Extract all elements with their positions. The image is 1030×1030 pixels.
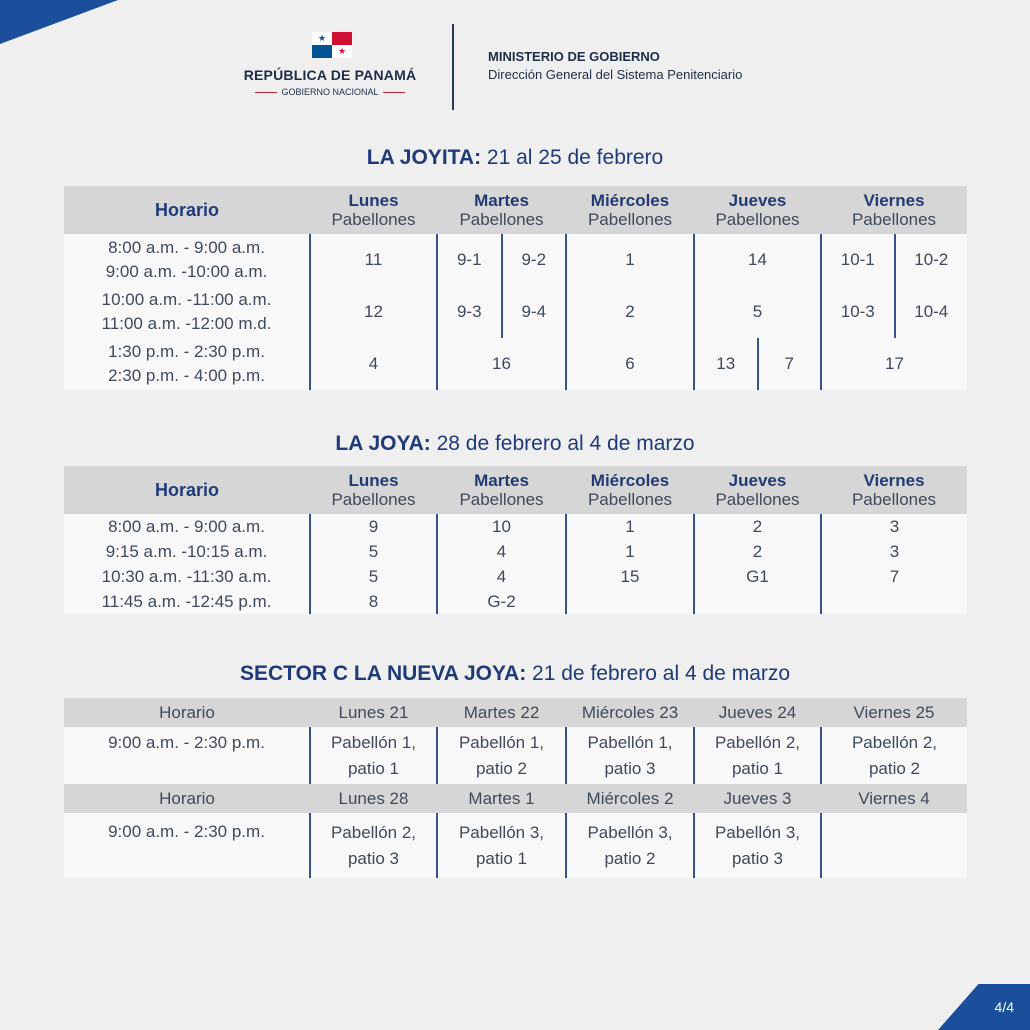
- cell-jueves: G1: [694, 564, 821, 589]
- cell-viernes: 3: [821, 514, 967, 539]
- header-lunes: Lunes Pabellones: [310, 186, 437, 234]
- table-row: [64, 338, 967, 390]
- corner-decoration-bottom: [938, 984, 1030, 1030]
- header-miercoles: Miércoles Pabellones: [566, 466, 694, 514]
- direction-name: Dirección General del Sistema Penitenciario: [488, 67, 743, 82]
- ministry-name: MINISTERIO DE GOBIERNO: [488, 49, 660, 64]
- header-lunes: Lunes Pabellones: [310, 466, 437, 514]
- cell-day: Pabellón 1, patio 2: [437, 727, 566, 784]
- header-martes: Martes Pabellones: [437, 466, 566, 514]
- table-header: [64, 698, 967, 727]
- cell-viernes: 10-1 10-2: [821, 234, 967, 286]
- header-day: Lunes 28: [310, 784, 437, 813]
- panama-flag-icon: ★ ★: [312, 32, 352, 58]
- header-jueves: Jueves Pabellones: [694, 466, 821, 514]
- table-row: [64, 514, 967, 539]
- table-header: [64, 784, 967, 813]
- table-joya: [64, 466, 967, 614]
- cell-viernes: 17: [821, 338, 967, 390]
- table-row: [64, 564, 967, 589]
- cell-day: Pabellón 3, patio 1: [437, 813, 566, 878]
- header-day: Viernes 4: [821, 784, 967, 813]
- cell-miercoles: [566, 589, 694, 614]
- cell-lunes: 11: [310, 234, 437, 286]
- header-day: Jueves 24: [694, 698, 821, 727]
- cell-lunes: 5: [310, 539, 437, 564]
- table-row: [64, 813, 967, 878]
- cell-day: Pabellón 2, patio 3: [310, 813, 437, 878]
- header-horario: Horario: [64, 698, 310, 727]
- table-row: [64, 727, 967, 784]
- header-day: Jueves 3: [694, 784, 821, 813]
- cell-viernes: 7: [821, 564, 967, 589]
- time-cell: 9:00 a.m. - 2:30 p.m.: [64, 813, 310, 878]
- table-header: [64, 466, 967, 514]
- table-row: [64, 539, 967, 564]
- time-cell: 9:00 a.m. - 2:30 p.m.: [64, 727, 310, 784]
- header-day: Lunes 21: [310, 698, 437, 727]
- header-viernes: Viernes Pabellones: [821, 186, 967, 234]
- cell-lunes: 5: [310, 564, 437, 589]
- cell-day: Pabellón 1, patio 3: [566, 727, 694, 784]
- table-row: [64, 286, 967, 338]
- cell-martes: 16: [437, 338, 566, 390]
- table-header: [64, 186, 967, 234]
- header-horario: Horario: [64, 186, 310, 234]
- header-divider: [452, 24, 454, 110]
- time-cell: 10:30 a.m. -11:30 a.m.: [64, 564, 310, 589]
- table-sector-c: [64, 698, 967, 878]
- header-horario: Horario: [64, 784, 310, 813]
- cell-jueves: 14: [694, 234, 821, 286]
- header-day: Viernes 25: [821, 698, 967, 727]
- table-row: [64, 234, 967, 286]
- cell-jueves: 2: [694, 514, 821, 539]
- time-cell: 9:15 a.m. -10:15 a.m.: [64, 539, 310, 564]
- cell-martes: 9-3 9-4: [437, 286, 566, 338]
- cell-miercoles: 1: [566, 234, 694, 286]
- cell-miercoles: 1: [566, 514, 694, 539]
- header-viernes: Viernes Pabellones: [821, 466, 967, 514]
- cell-day: Pabellón 1, patio 1: [310, 727, 437, 784]
- cell-jueves: 13 7: [694, 338, 821, 390]
- cell-day: [821, 813, 967, 878]
- header-day: Martes 22: [437, 698, 566, 727]
- header-day: Miércoles 2: [566, 784, 694, 813]
- page-header: [0, 22, 1030, 112]
- cell-miercoles: 6: [566, 338, 694, 390]
- cell-martes: 4: [437, 539, 566, 564]
- header-horario: Horario: [64, 466, 310, 514]
- cell-lunes: 4: [310, 338, 437, 390]
- cell-day: Pabellón 3, patio 3: [694, 813, 821, 878]
- cell-viernes: 3: [821, 539, 967, 564]
- time-cell: 1:30 p.m. - 2:30 p.m. 2:30 p.m. - 4:00 p.m.: [64, 338, 310, 390]
- header-day: Martes 1: [437, 784, 566, 813]
- cell-day: Pabellón 2, patio 2: [821, 727, 967, 784]
- cell-lunes: 9: [310, 514, 437, 539]
- time-cell: 8:00 a.m. - 9:00 a.m.: [64, 514, 310, 539]
- cell-viernes: [821, 589, 967, 614]
- cell-lunes: 8: [310, 589, 437, 614]
- table-row: [64, 589, 967, 614]
- country-name: REPÚBLICA DE PANAMÁ: [243, 67, 417, 83]
- cell-martes: 4: [437, 564, 566, 589]
- cell-jueves: 2: [694, 539, 821, 564]
- government-label: GOBIERNO NACIONAL: [240, 87, 420, 97]
- cell-miercoles: 1: [566, 539, 694, 564]
- time-cell: 11:45 a.m. -12:45 p.m.: [64, 589, 310, 614]
- section-title-joya: LA JOYA: 28 de febrero al 4 de marzo: [335, 432, 695, 455]
- header-martes: Martes Pabellones: [437, 186, 566, 234]
- cell-miercoles: 15: [566, 564, 694, 589]
- cell-viernes: 10-3 10-4: [821, 286, 967, 338]
- section-title-sector-c: SECTOR C LA NUEVA JOYA: 21 de febrero al 4 de marzo: [239, 662, 791, 685]
- page-number: 4/4: [994, 999, 1014, 1015]
- header-day: Miércoles 23: [566, 698, 694, 727]
- time-cell: 10:00 a.m. -11:00 a.m. 11:00 a.m. -12:00 m.d.: [64, 286, 310, 338]
- cell-jueves: [694, 589, 821, 614]
- time-cell: 8:00 a.m. - 9:00 a.m. 9:00 a.m. -10:00 a.m.: [64, 234, 310, 286]
- header-miercoles: Miércoles Pabellones: [566, 186, 694, 234]
- table-joyita: [64, 186, 967, 390]
- header-jueves: Jueves Pabellones: [694, 186, 821, 234]
- cell-day: Pabellón 3, patio 2: [566, 813, 694, 878]
- cell-martes: G-2: [437, 589, 566, 614]
- cell-day: Pabellón 2, patio 1: [694, 727, 821, 784]
- cell-martes: 9-1 9-2: [437, 234, 566, 286]
- cell-lunes: 12: [310, 286, 437, 338]
- cell-martes: 10: [437, 514, 566, 539]
- cell-miercoles: 2: [566, 286, 694, 338]
- section-title-joyita: LA JOYITA: 21 al 25 de febrero: [366, 146, 664, 169]
- cell-jueves: 5: [694, 286, 821, 338]
